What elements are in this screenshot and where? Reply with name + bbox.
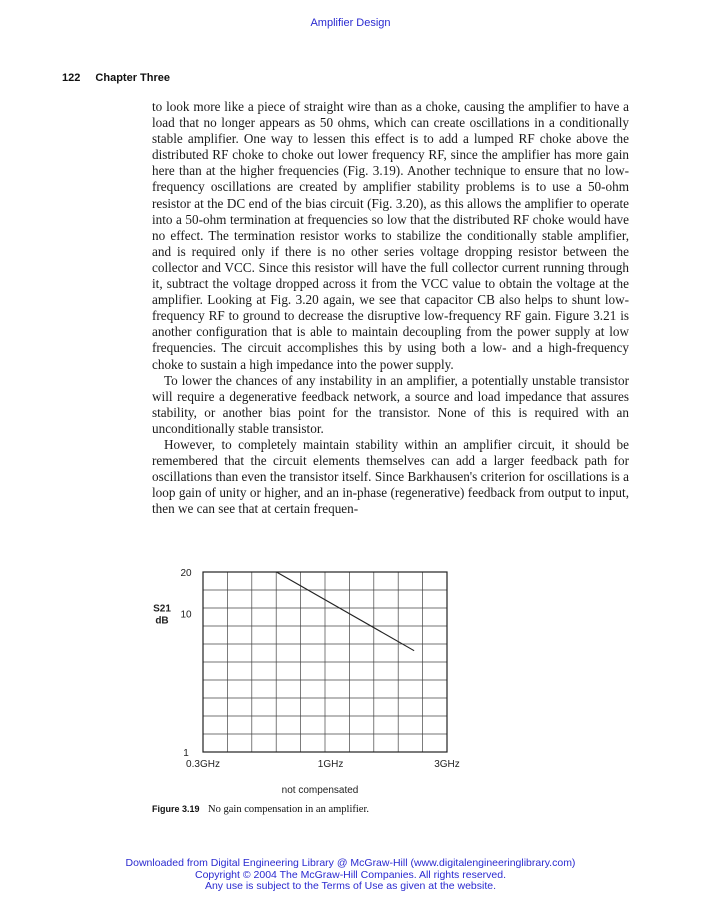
y-axis-label-line-1: S21 [153,603,171,615]
footer [0,858,701,893]
y-ticks [180,568,192,759]
figure-3-19 [140,562,470,802]
y-tick-label: 1 [183,748,189,759]
x-tick-label: 1GHz [317,759,344,770]
caption-text: No gain compensation in an amplifier. [208,804,369,815]
caption-label: Figure 3.19 [152,804,200,814]
s21-chart [140,562,470,802]
paragraph-1: to look more like a piece of straight wire than as a choke, causing the amplifier to have a load that no longer appears as 50 ohms, which can create oscillations in a conditionally stable amplifier. One way to lessen this effect is to add a lumped RF choke above the distributed RF choke to choke out lower frequency RF, since the amplifier has more gain here than at the higher frequencies (Fig. 3.19). Another technique to ensure that no low-frequency oscillations are created by amplifier stability problems is to use a 50-ohm resistor at the DC end of the bias circuit (Fig. 3.20), as this allows the amplifier to operate into a 50-ohm termination at frequencies so low that the distributed RF choke would have no effect. The termination resistor works to stabilize the conditionally stable amplifier, and is required only if there is no other series voltage dropping resistor between the collector and VCC. Since this resistor will have the full collector current running through it, subtract the voltage dropped across it from the VCC value to obtain the voltage at the amplifier. Looking at Fig. 3.20 again, we see that capacitor CB also helps to shunt low-frequency RF to ground to decrease the disruptive low-frequency RF gain. Figure 3.21 is another configuration that is able to maintain decoupling from the power supply at low frequencies. The circuit accomplishes this by using both a low- and a high-frequency choke to sustain a high impedance into the power supply. [152,99,629,372]
running-head[interactable]: Amplifier Design [310,17,391,29]
paragraph-2: To lower the chances of any instability in an amplifier, a potentially unstable transistor will require a degenerative feedback network, a source and load impedance that assures stability, or another bias point for the transistor. None of this is required with an unconditionally stable transistor. [152,372,629,436]
footer-line-3[interactable]: Any use is subject to the Terms of Use as given at the website. [204,880,497,892]
y-tick-label: 20 [180,568,192,579]
x-tick-label: 3GHz [434,759,460,770]
body-text [152,99,629,517]
figure-caption [152,804,369,815]
footer-line-2: Copyright © 2004 The McGraw-Hill Companies. All rights reserved. [195,868,506,881]
paragraph-3: However, to completely maintain stability within an amplifier circuit, it should be remembered that the circuit elements themselves can add a larger feedback path for oscillations than even the transistor itself. Since Barkhausen's criterion for oscillations is a loop gain of unity or higher, and an in-phase (regenerative) feedback from output to input, then we can see that at certain frequen- [152,436,629,517]
x-axis-label: not compensated [281,785,359,796]
page-header [62,72,170,84]
x-ticks [186,759,460,770]
x-tick-label: 0.3GHz [186,759,220,770]
y-axis-label-line-2: dB [155,615,169,627]
footer-line-1[interactable]: Downloaded from Digital Engineering Library @ McGraw-Hill (www.digitalengineeringlibrary.com) [125,857,576,869]
series-s21-line [276,572,414,651]
page-number: 122 [62,72,81,84]
chapter-title: Chapter Three [95,72,170,84]
y-tick-label: 10 [180,609,192,621]
